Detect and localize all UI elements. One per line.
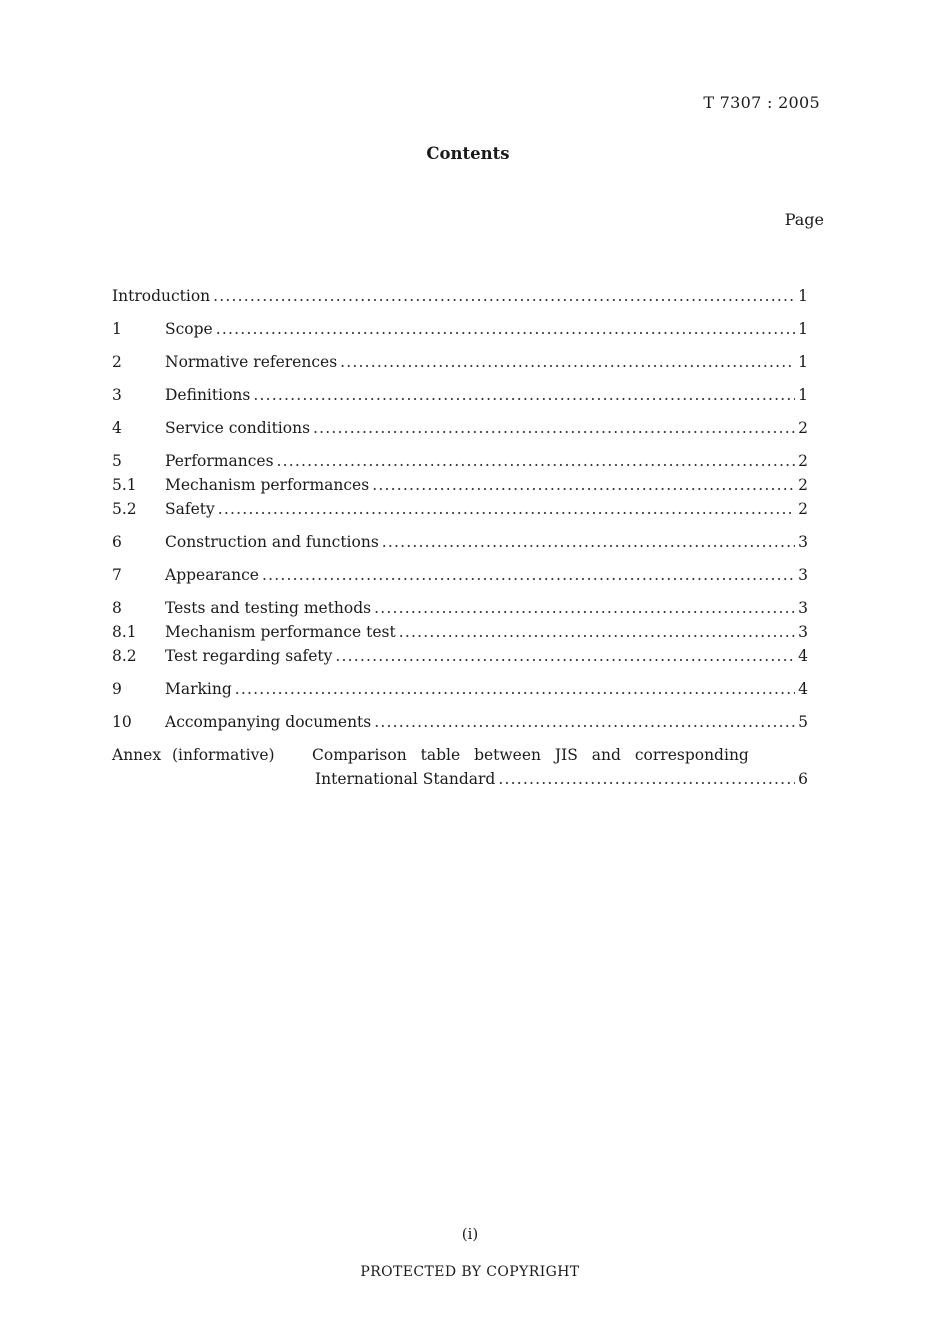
toc-entry-page: 1 [798,386,808,404]
leader-dots [498,767,795,791]
toc-entry-label: Tests and testing methods [165,599,372,617]
toc-entry-label: Appearance [165,566,259,584]
toc-entry-page: 1 [798,287,808,305]
toc-entry-number: 8.1 [112,623,137,641]
toc-entry-label: Normative references [165,353,338,371]
toc-entry-label: Performances [165,452,274,470]
leader-dots [253,383,795,407]
toc-entry-label: Marking [165,680,232,698]
toc-entry-page: 2 [798,500,808,518]
annex-title-line2: International Standard [315,770,496,788]
toc-entry-number: 6 [112,533,122,551]
toc-entry-label: Safety [165,500,215,518]
toc-entry-number: 5 [112,452,122,470]
toc-entry-normative-references[interactable] [112,350,808,374]
toc-entry-number: 2 [112,353,122,371]
leader-dots [340,350,795,374]
toc-entry-mechanism-performances[interactable] [112,473,808,497]
toc-entry-page: 2 [798,476,808,494]
toc-entry-number: 3 [112,386,122,404]
toc-entry-performances[interactable] [112,449,808,473]
leader-dots [235,677,795,701]
annex-title-line1: Comparison table between JIS and corresponding [312,746,749,764]
toc-entry-introduction[interactable] [112,284,808,308]
toc-entry-number: 9 [112,680,122,698]
toc-entry-number: 5.1 [112,476,137,494]
leader-dots [213,284,795,308]
toc-entry-marking[interactable] [112,677,808,701]
toc-entry-construction-and-functions[interactable] [112,530,808,554]
toc-entry-label: Test regarding safety [165,647,333,665]
toc-entry-safety[interactable] [112,497,808,521]
leader-dots [374,710,795,734]
document-id: T 7307 : 2005 [703,93,820,112]
toc-entry-definitions[interactable] [112,383,808,407]
toc-entry-page: 1 [798,353,808,371]
toc-entry-page: 4 [798,680,808,698]
toc-entry-label: Mechanism performances [165,476,370,494]
leader-dots [216,317,795,341]
toc-entry-number: 8 [112,599,122,617]
toc-entry-page: 5 [798,713,808,731]
toc-entry-mechanism-performance-test[interactable] [112,620,808,644]
leader-dots [277,449,795,473]
toc-entry-label: Service conditions [165,419,311,437]
toc-entry-label: Construction and functions [165,533,379,551]
toc-entry-page: 3 [798,599,808,617]
toc-entry-label: Introduction [112,287,211,305]
toc-entry-label: Accompanying documents [165,713,372,731]
toc-entry-number: 5.2 [112,500,137,518]
toc-entry-page: 4 [798,647,808,665]
toc-entry-accompanying-documents[interactable] [112,710,808,734]
page-title: Contents [426,144,510,163]
toc-entry-appearance[interactable] [112,563,808,587]
leader-dots [399,620,795,644]
toc-entry-page: 3 [798,623,808,641]
toc-entry-tests-and-testing-methods[interactable] [112,596,808,620]
toc-entry-scope[interactable] [112,317,808,341]
table-of-contents [112,284,808,791]
toc-entry-service-conditions[interactable] [112,416,808,440]
toc-entry-number: 4 [112,419,122,437]
toc-entry-number: 1 [112,320,122,338]
leader-dots [372,473,795,497]
toc-entry-page: 2 [798,452,808,470]
leader-dots [218,497,795,521]
leader-dots [382,530,795,554]
toc-entry-label: Mechanism performance test [165,623,396,641]
annex-page: 6 [798,770,808,788]
toc-entry-annex[interactable] [112,743,808,767]
annex-label: Annex (informative) [112,746,275,764]
toc-entry-page: 1 [798,320,808,338]
toc-entry-test-regarding-safety[interactable] [112,644,808,668]
toc-entry-annex-continued[interactable] [112,767,808,791]
page-column-label: Page [784,210,824,229]
toc-entry-page: 3 [798,533,808,551]
copyright-notice: PROTECTED BY COPYRIGHT [360,1264,580,1280]
toc-entry-number: 8.2 [112,647,137,665]
toc-entry-label: Scope [165,320,213,338]
toc-entry-label: Definitions [165,386,251,404]
toc-entry-number: 10 [112,713,132,731]
page-number: (i) [461,1225,479,1243]
leader-dots [335,644,795,668]
leader-dots [262,563,795,587]
toc-entry-number: 7 [112,566,122,584]
leader-dots [374,596,795,620]
leader-dots [313,416,795,440]
toc-entry-page: 3 [798,566,808,584]
toc-entry-page: 2 [798,419,808,437]
